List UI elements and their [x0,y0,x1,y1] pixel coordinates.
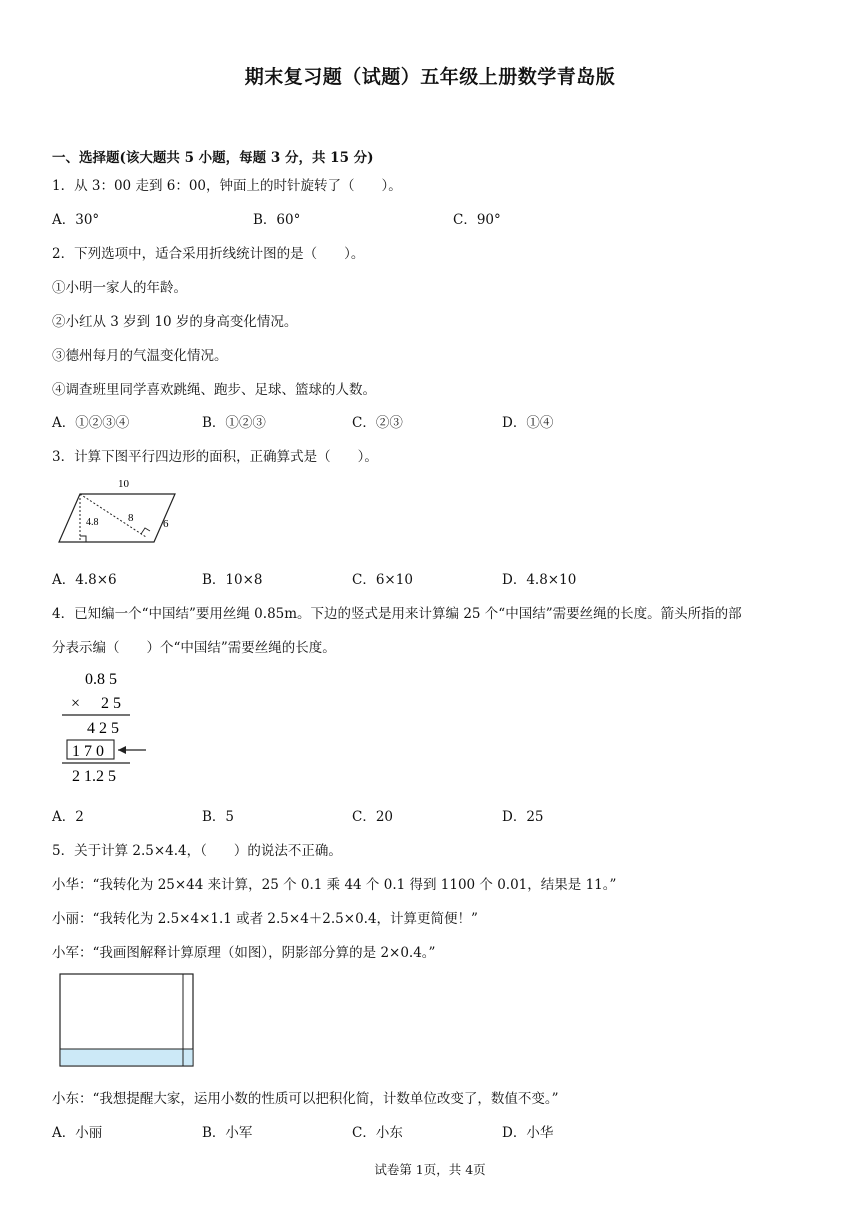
question-3-stem: 3．计算下图平行四边形的面积，正确算式是（ ）。 [52,449,378,465]
q5-statement-xiaojun: 小军：“我画图解释计算原理（如图），阴影部分算的是 2×0.4。” [52,945,436,961]
q2-option-a[interactable]: A．①②③④ [52,415,130,431]
q2-item-3: ③德州每月的气温变化情况。 [52,348,228,364]
q2-item-4: ④调查班里同学喜欢跳绳、跑步、足球、篮球的人数。 [52,382,376,398]
q5-statement-xiaodong: 小东：“我想提醒大家，运用小数的性质可以把积化简，计数单位改变了，数值不变。” [52,1091,559,1107]
question-5-stem: 5．关于计算 2.5×4.4，（ ）的说法不正确。 [52,843,342,859]
right-angle-mark [80,536,86,542]
q5-option-b[interactable]: B．小军 [202,1125,253,1141]
right-angle-mark-2 [141,528,150,534]
question-4-stem-line2: 分表示编（ ）个“中国结”需要丝绳的长度。 [52,640,336,656]
q5-option-a[interactable]: A．小丽 [52,1125,103,1141]
page-footer: 试卷第 1页，共 4页 [374,1162,486,1177]
q4-option-a[interactable]: A．2 [52,809,84,825]
calc-times-sign: × [71,695,81,712]
q1-option-a[interactable]: A．30° [52,212,100,228]
parallelogram-figure [52,472,182,550]
q5-option-d[interactable]: D．小华 [502,1125,554,1141]
area-model-shaded-region [61,1049,193,1065]
q3-option-a[interactable]: A．4.8×6 [52,572,117,588]
calc-row-2: 2 5 [101,695,121,712]
label-side: 6 [163,518,169,530]
q5-statement-xiaoli: 小丽：“我转化为 2.5×4×1.1 或者 2.5×4＋2.5×0.4，计算更简便！” [52,911,478,927]
vertical-multiplication [52,664,162,786]
q4-option-d[interactable]: D．25 [502,809,544,825]
section-heading: 一、选择题(该大题共 5 小题，每题 3 分，共 15 分) [52,150,374,166]
area-model-figure [58,972,198,1072]
label-diagonal: 8 [128,512,134,524]
q1-option-c[interactable]: C．90° [453,212,501,228]
label-height: 4.8 [86,517,99,528]
calc-row-1: 0.8 5 [85,671,117,688]
q2-option-b[interactable]: B．①②③ [202,415,266,431]
q2-option-d[interactable]: D．①④ [502,415,554,431]
q5-statement-xiaohua: 小华：“我转化为 25×44 来计算，25 个 0.1 乘 44 个 0.1 得到 1100 个 0.01，结果是 11。” [52,877,617,893]
q5-option-c[interactable]: C．小东 [352,1125,403,1141]
calc-row-4: 1 7 0 [72,743,104,760]
q2-item-2: ②小红从 3 岁到 10 岁的身高变化情况。 [52,314,298,330]
calc-row-3: 4 2 5 [87,720,119,737]
q3-option-c[interactable]: C．6×10 [352,572,413,588]
question-2-stem: 2．下列选项中，适合采用折线统计图的是（ ）。 [52,246,365,262]
q1-option-b[interactable]: B．60° [253,212,301,228]
arrow-icon [118,746,126,754]
q4-option-b[interactable]: B．5 [202,809,235,825]
label-top: 10 [118,478,129,490]
q2-option-c[interactable]: C．②③ [352,415,403,431]
q4-option-c[interactable]: C．20 [352,809,394,825]
calc-row-5: 2 1.2 5 [72,768,116,785]
q3-option-b[interactable]: B．10×8 [202,572,263,588]
q3-option-d[interactable]: D．4.8×10 [502,572,577,588]
question-4-stem-line1: 4．已知编一个“中国结”要用丝绳 0.85m。下边的竖式是用来计算编 25 个“中国结”需要丝绳的长度。箭头所指的部 [52,606,742,622]
perpendicular-line [80,494,146,537]
page-title: 期末复习题（试题）五年级上册数学青岛版 [244,66,616,88]
q2-item-1: ①小明一家人的年龄。 [52,280,187,296]
question-1-stem: 1．从 3：00 走到 6：00，钟面上的时针旋转了（ ）。 [52,178,402,194]
